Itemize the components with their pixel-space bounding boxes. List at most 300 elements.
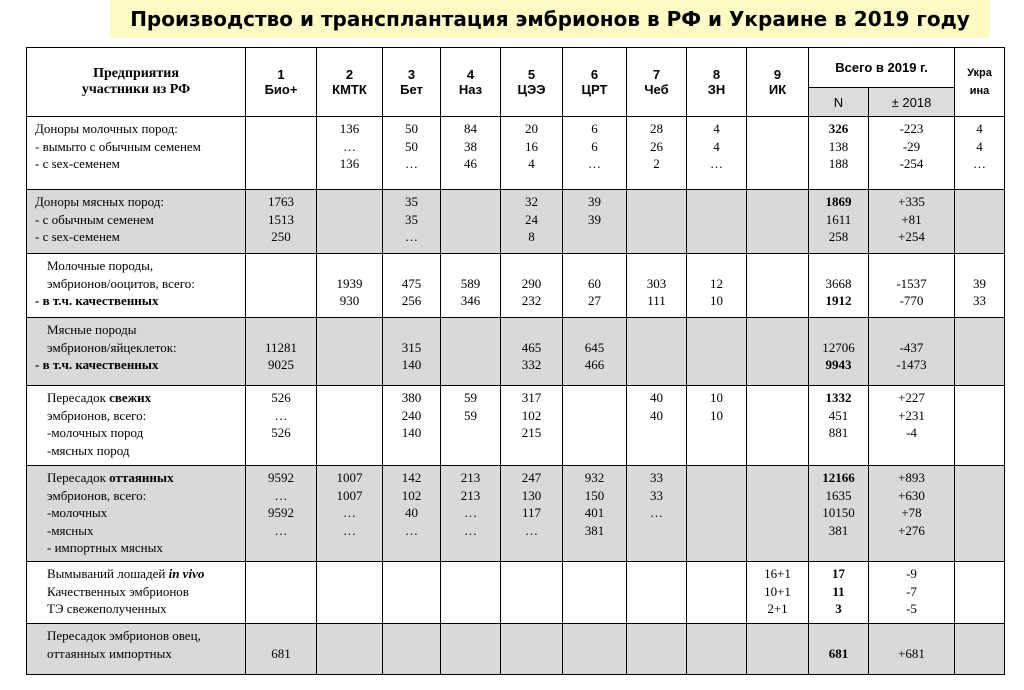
cell-delta-2018 xyxy=(869,117,955,190)
cell-line: 380 xyxy=(401,390,422,405)
cell-line: 32 xyxy=(525,194,538,209)
label-text: эмбрионов, всего: xyxy=(47,487,147,503)
cell-line: 59 xyxy=(464,390,477,405)
cell-line: 256 xyxy=(401,293,422,308)
cell-ukraine xyxy=(955,386,1005,466)
row-label xyxy=(27,562,246,624)
cell-line: 26 xyxy=(650,138,663,154)
cell-line xyxy=(47,389,245,407)
cell-line: 240 xyxy=(401,407,422,423)
header-total: Всего в 2019 г. xyxy=(809,48,955,88)
cell-line: 39 xyxy=(588,211,601,227)
cell-line: 84 xyxy=(464,121,477,136)
cell-line: -7 xyxy=(906,583,917,599)
cell-col-7 xyxy=(627,562,687,624)
table-row xyxy=(27,466,1005,562)
cell-line: 213 xyxy=(460,487,481,503)
cell-line xyxy=(317,257,382,275)
cell-col-7 xyxy=(627,117,687,190)
cell-col-7 xyxy=(627,254,687,318)
cell-line: 1007 xyxy=(336,470,363,485)
cell-line: +254 xyxy=(898,229,925,244)
cell-line: 451 xyxy=(828,407,849,423)
cell-line: 346 xyxy=(460,293,481,308)
cell-col-3 xyxy=(383,466,441,562)
cell-col-7 xyxy=(627,624,687,675)
cell-col-9 xyxy=(747,466,809,562)
header-ukraine: Укра ина xyxy=(955,48,1005,117)
cell-col-3 xyxy=(383,318,441,386)
cell-col-9 xyxy=(747,117,809,190)
cell-col-3 xyxy=(383,190,441,254)
cell-line: -437 xyxy=(899,339,924,355)
cell-col-4 xyxy=(441,190,501,254)
cell-line xyxy=(383,257,440,275)
cell-ukraine xyxy=(955,624,1005,675)
cell-line: 2+1 xyxy=(767,601,788,616)
cell-col-5 xyxy=(501,562,563,624)
cell-col-8 xyxy=(687,190,747,254)
cell-line: 6 xyxy=(591,121,598,136)
row-label xyxy=(27,466,246,562)
cell-line: 1763 xyxy=(268,194,294,209)
cell-line: -5 xyxy=(906,601,917,616)
cell-line xyxy=(627,424,686,442)
cell-line: 140 xyxy=(401,425,422,440)
cell-ukraine xyxy=(955,190,1005,254)
cell-line: - вымыто с обычным семенем xyxy=(35,138,201,154)
cell-col-9 xyxy=(747,386,809,466)
cell-line: … xyxy=(405,522,418,538)
label-text: Вымываний лошадей xyxy=(47,566,169,581)
cell-ukraine xyxy=(955,318,1005,386)
cell-delta-2018 xyxy=(869,624,955,675)
cell-line: 401 xyxy=(584,505,605,520)
emphasis-text: свежих xyxy=(109,390,152,405)
cell-col-9 xyxy=(747,190,809,254)
cell-line: … xyxy=(274,522,288,538)
cell-col-1 xyxy=(246,562,317,624)
cell-line xyxy=(47,424,245,442)
cell-line: 381 xyxy=(584,522,605,538)
cell-col-1 xyxy=(246,318,317,386)
cell-line: -254 xyxy=(899,156,924,171)
cell-line: … xyxy=(464,522,477,538)
cell-col-8 xyxy=(687,386,747,466)
row-label xyxy=(27,254,246,318)
cell-line: 4 xyxy=(713,138,720,154)
cell-line xyxy=(955,257,1004,275)
cell-line: 59 xyxy=(464,407,477,423)
cell-line: 881 xyxy=(828,425,849,440)
cell-col-5 xyxy=(501,190,563,254)
cell-total-n xyxy=(809,254,869,318)
cell-line: 232 xyxy=(521,293,542,308)
cell-line: 117 xyxy=(521,505,542,520)
cell-delta-2018 xyxy=(869,190,955,254)
cell-col-8 xyxy=(687,254,747,318)
table-row xyxy=(27,190,1005,254)
cell-line: … xyxy=(588,156,601,171)
cell-line: +335 xyxy=(898,194,925,209)
table-row xyxy=(27,624,1005,675)
cell-line xyxy=(501,321,562,339)
cell-line: 136 xyxy=(339,121,360,136)
cell-line: +893 xyxy=(898,470,925,485)
cell-line: - в т.ч. качественных xyxy=(35,357,159,372)
cell-delta-2018 xyxy=(869,386,955,466)
cell-line: 39 xyxy=(588,194,601,209)
cell-line xyxy=(809,627,868,645)
cell-line: 589 xyxy=(460,275,481,291)
cell-line: 475 xyxy=(401,275,422,291)
cell-line: 526 xyxy=(271,390,291,405)
cell-line: +81 xyxy=(901,211,922,227)
cell-line xyxy=(869,627,954,645)
cell-line xyxy=(869,321,954,339)
cell-col-7 xyxy=(627,318,687,386)
emphasis-text: in vivo xyxy=(168,566,205,581)
cell-line: 188 xyxy=(828,156,849,171)
row-label xyxy=(27,190,246,254)
cell-col-4 xyxy=(441,466,501,562)
cell-line xyxy=(47,583,245,601)
cell-col-4 xyxy=(441,318,501,386)
cell-line: 1635 xyxy=(825,487,852,503)
emphasis-text: оттаянных xyxy=(109,470,174,485)
label-text: -мясных пород xyxy=(47,442,130,458)
cell-line: 215 xyxy=(521,425,542,440)
cell-line: 50 xyxy=(405,121,418,136)
cell-col-4 xyxy=(441,386,501,466)
cell-line xyxy=(563,257,626,275)
cell-line: 332 xyxy=(521,357,542,372)
label-text: -мясных xyxy=(47,522,94,538)
cell-line: 1939 xyxy=(336,275,363,291)
cell-line: 9943 xyxy=(825,357,852,372)
header-col-4: 4 Наз xyxy=(441,48,501,117)
cell-line: -1473 xyxy=(896,357,927,372)
cell-total-n xyxy=(809,117,869,190)
cell-col-2 xyxy=(317,117,383,190)
cell-col-4 xyxy=(441,117,501,190)
cell-line xyxy=(47,442,245,460)
cell-col-6 xyxy=(563,318,627,386)
cell-line: 130 xyxy=(521,487,542,503)
cell-line xyxy=(687,424,746,442)
cell-line xyxy=(47,539,245,557)
cell-line: 681 xyxy=(271,645,291,661)
cell-col-1 xyxy=(246,624,317,675)
cell-col-4 xyxy=(441,254,501,318)
cell-line: 247 xyxy=(521,470,542,485)
cell-line: Мясные породы xyxy=(47,322,137,337)
cell-line: эмбрионов/яйцеклеток: xyxy=(47,339,177,355)
cell-col-5 xyxy=(501,117,563,190)
cell-line xyxy=(869,257,954,275)
cell-line: … xyxy=(405,156,418,171)
cell-line: … xyxy=(525,522,538,538)
cell-line: 35 xyxy=(405,211,418,227)
cell-line: 1869 xyxy=(825,194,852,209)
cell-line: 12706 xyxy=(822,339,855,355)
row-label xyxy=(27,318,246,386)
header-col-3: 3 Бет xyxy=(383,48,441,117)
cell-line: 213 xyxy=(460,470,481,485)
cell-line: 50 xyxy=(405,138,418,154)
cell-line: … xyxy=(973,156,987,171)
cell-line: -29 xyxy=(902,138,921,154)
cell-line: 4 xyxy=(528,156,535,171)
cell-line: 9025 xyxy=(268,357,294,372)
cell-col-6 xyxy=(563,386,627,466)
cell-line xyxy=(47,487,245,505)
cell-line: Пересадок эмбрионов овец, xyxy=(47,628,201,643)
cell-line xyxy=(47,504,245,522)
cell-line xyxy=(47,600,245,618)
cell-col-3 xyxy=(383,624,441,675)
cell-line xyxy=(246,321,316,339)
cell-line: 33 xyxy=(973,293,987,308)
cell-line: … xyxy=(274,487,288,503)
cell-col-1 xyxy=(246,254,317,318)
cell-line: 315 xyxy=(401,339,422,355)
cell-line: +227 xyxy=(898,390,925,405)
label-text: - импортных мясных xyxy=(47,540,163,555)
cell-total-n xyxy=(809,190,869,254)
label-text: ТЭ свежеполученных xyxy=(47,601,167,616)
cell-line: 102 xyxy=(401,487,422,503)
cell-line: -1537 xyxy=(896,275,927,291)
cell-line: 290 xyxy=(521,275,542,291)
cell-col-8 xyxy=(687,318,747,386)
cell-line: 10150 xyxy=(822,505,855,520)
cell-line: 9592 xyxy=(268,470,294,485)
cell-line: 11281 xyxy=(264,339,298,355)
cell-line: 4 xyxy=(976,138,983,154)
cell-col-2 xyxy=(317,624,383,675)
cell-line: 381 xyxy=(828,522,849,538)
cell-col-6 xyxy=(563,466,627,562)
cell-line: 466 xyxy=(584,357,605,372)
cell-line xyxy=(47,522,245,540)
header-col-2: 2 КМТК xyxy=(317,48,383,117)
cell-line: 4 xyxy=(713,121,720,136)
cell-col-7 xyxy=(627,466,687,562)
cell-col-8 xyxy=(687,624,747,675)
cell-line: 20 xyxy=(525,121,538,136)
cell-line: 46 xyxy=(464,156,477,171)
cell-col-3 xyxy=(383,254,441,318)
label-text: Пересадок xyxy=(47,470,110,485)
label-text: эмбрионов, всего: xyxy=(47,407,147,423)
table-row xyxy=(27,318,1005,386)
cell-line: - с sex-семенем xyxy=(35,156,120,171)
cell-line: 1332 xyxy=(825,390,852,405)
cell-line: 250 xyxy=(271,229,291,244)
cell-line: 24 xyxy=(525,211,538,227)
cell-col-2 xyxy=(317,254,383,318)
cell-line: -223 xyxy=(899,121,924,136)
cell-line: 10 xyxy=(710,407,723,423)
cell-col-5 xyxy=(501,466,563,562)
cell-line: +276 xyxy=(898,522,925,538)
cell-line xyxy=(563,321,626,339)
cell-col-1 xyxy=(246,386,317,466)
cell-col-5 xyxy=(501,624,563,675)
cell-delta-2018 xyxy=(869,254,955,318)
cell-delta-2018 xyxy=(869,318,955,386)
cell-line: 9592 xyxy=(268,505,294,520)
cell-line xyxy=(809,257,868,275)
cell-line: 326 xyxy=(828,121,849,136)
cell-line xyxy=(441,424,500,442)
cell-line: 10 xyxy=(710,293,723,308)
cell-line: 10+1 xyxy=(764,583,791,599)
cell-line: … xyxy=(343,522,356,538)
cell-line: +231 xyxy=(898,407,925,423)
cell-line: 28 xyxy=(650,121,663,136)
cell-line: … xyxy=(710,156,723,171)
row-label xyxy=(27,624,246,675)
cell-line: 33 xyxy=(650,487,663,503)
cell-col-2 xyxy=(317,190,383,254)
cell-line xyxy=(563,228,626,246)
cell-line xyxy=(501,257,562,275)
cell-line: 150 xyxy=(584,487,605,503)
embryo-table xyxy=(26,47,1005,675)
cell-line: … xyxy=(343,138,356,154)
cell-total-n xyxy=(809,624,869,675)
cell-line: 12166 xyxy=(822,470,855,485)
cell-line: 136 xyxy=(339,156,360,171)
cell-line: 33 xyxy=(650,470,663,485)
header-col-8: 8 ЗН xyxy=(687,48,747,117)
cell-delta-2018 xyxy=(869,466,955,562)
cell-line: 1007 xyxy=(336,487,363,503)
header-col-9: 9 ИК xyxy=(747,48,809,117)
header-col-6: 6 ЦРТ xyxy=(563,48,627,117)
table-row xyxy=(27,386,1005,466)
cell-line: - с обычным семенем xyxy=(35,211,154,227)
cell-line: 27 xyxy=(588,293,601,308)
page-title: Производство и трансплантация эмбрионов в РФ и Украине в 2019 году xyxy=(110,0,990,38)
cell-line xyxy=(627,522,686,540)
cell-line: 16+1 xyxy=(764,566,791,581)
cell-line: 40 xyxy=(650,390,663,405)
cell-line: Молочные породы, xyxy=(47,258,154,273)
cell-col-8 xyxy=(687,562,747,624)
cell-line: - в т.ч. качественных xyxy=(35,293,159,308)
cell-line: 258 xyxy=(828,229,849,244)
cell-line xyxy=(627,257,686,275)
table-row xyxy=(27,254,1005,318)
cell-line: 3668 xyxy=(825,275,852,291)
cell-line: 11 xyxy=(832,583,845,599)
cell-col-9 xyxy=(747,624,809,675)
header-enterprises: Предприятия участники из РФ xyxy=(27,48,246,117)
cell-line: 645 xyxy=(584,339,605,355)
cell-col-4 xyxy=(441,562,501,624)
cell-line: 39 xyxy=(973,275,987,291)
cell-col-6 xyxy=(563,117,627,190)
cell-line: 1611 xyxy=(825,211,852,227)
cell-line xyxy=(441,257,500,275)
row-label xyxy=(27,117,246,190)
cell-line: 17 xyxy=(832,566,845,581)
cell-line: 138 xyxy=(828,138,849,154)
cell-col-2 xyxy=(317,562,383,624)
cell-line: 465 xyxy=(521,339,542,355)
label-text: Пересадок xyxy=(47,390,110,405)
cell-col-2 xyxy=(317,318,383,386)
cell-col-2 xyxy=(317,386,383,466)
cell-line: 111 xyxy=(647,293,666,308)
cell-col-1 xyxy=(246,190,317,254)
cell-col-8 xyxy=(687,117,747,190)
cell-line: Доноры молочных пород: xyxy=(35,121,178,136)
cell-col-5 xyxy=(501,386,563,466)
cell-col-2 xyxy=(317,466,383,562)
cell-line: … xyxy=(274,407,288,423)
cell-line: 16 xyxy=(525,138,538,154)
cell-col-5 xyxy=(501,318,563,386)
cell-line: 4 xyxy=(976,121,983,136)
cell-line: … xyxy=(650,505,663,520)
cell-col-6 xyxy=(563,562,627,624)
cell-line: 1912 xyxy=(825,293,852,308)
cell-line: … xyxy=(405,229,418,244)
cell-line xyxy=(809,321,868,339)
header-delta-2018: ± 2018 xyxy=(869,88,955,117)
cell-col-1 xyxy=(246,466,317,562)
cell-total-n xyxy=(809,318,869,386)
cell-line: +681 xyxy=(898,645,925,661)
cell-col-9 xyxy=(747,562,809,624)
cell-line: 142 xyxy=(401,470,422,485)
cell-line: - с sex-семенем xyxy=(35,229,120,244)
cell-line: … xyxy=(464,505,477,520)
label-text: Качественных эмбрионов xyxy=(47,583,189,599)
cell-line xyxy=(47,565,245,583)
cell-line: 10 xyxy=(710,390,723,405)
cell-col-9 xyxy=(747,254,809,318)
cell-line: 2 xyxy=(653,156,660,171)
cell-col-3 xyxy=(383,386,441,466)
label-text: -молочных пород xyxy=(47,425,144,440)
cell-col-8 xyxy=(687,466,747,562)
cell-col-7 xyxy=(627,386,687,466)
cell-line: 317 xyxy=(521,390,542,405)
cell-line: 932 xyxy=(584,470,605,485)
cell-col-1 xyxy=(246,117,317,190)
header-col-1: 1 Био+ xyxy=(246,48,317,117)
cell-line: Доноры мясных пород: xyxy=(35,194,165,209)
cell-line: 12 xyxy=(710,275,723,291)
cell-ukraine xyxy=(955,254,1005,318)
cell-line: -9 xyxy=(906,566,917,581)
row-label xyxy=(27,386,246,466)
label-text: -молочных xyxy=(47,505,108,520)
cell-line: 38 xyxy=(464,138,477,154)
header-col-7: 7 Чеб xyxy=(627,48,687,117)
cell-line xyxy=(47,469,245,487)
cell-col-5 xyxy=(501,254,563,318)
cell-col-6 xyxy=(563,190,627,254)
cell-line: 526 xyxy=(271,425,291,440)
cell-line: 3 xyxy=(835,601,842,616)
cell-line: 35 xyxy=(405,194,418,209)
